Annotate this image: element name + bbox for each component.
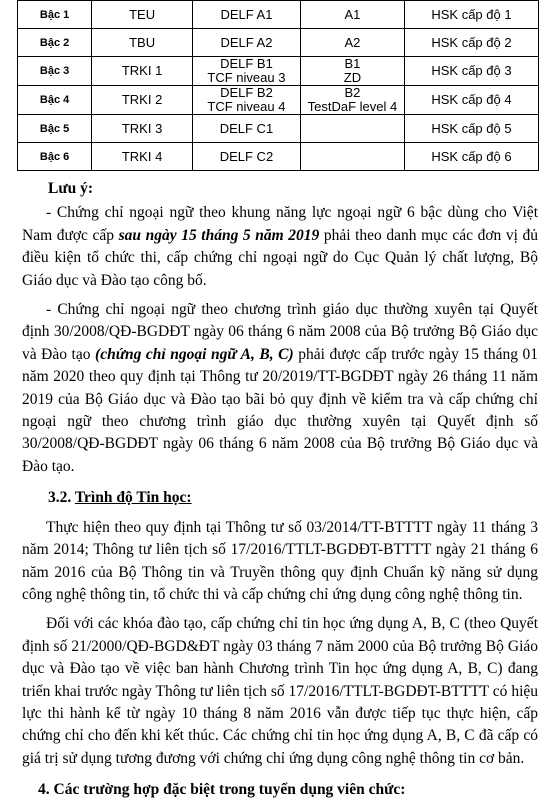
certificate-cell: DELF C1: [192, 115, 300, 143]
paragraph-foreign-language-framework: - Chứng chỉ ngoại ngữ theo khung năng lực ngoại ngữ 6 bậc dùng cho Việt Nam được cấp sau ngày 15 tháng 5 năm 2019 phải theo danh mục các đơn vị đủ điều kiện tổ chức thi, cấp chứng chỉ ngoại ngữ do Cục Quản lý chất lượng, Bộ Giáo dục và Đào tạo công bố.: [22, 204, 538, 289]
paragraph-it-abc-certificates: Đối với các khóa đào tạo, cấp chứng chỉ tin học ứng dụng A, B, C (theo Quyết định số 21/2000/QĐ-BGD&ĐT ngày 03 tháng 7 năm 2000 của Bộ trưởng Bộ Giáo dục và Đào tạo về việc ban hành Chương trình Tin học ứng dụng A, B, C) đang triển khai trước ngày Thông tư liên tịch số 17/2016/TTLT-BGDĐT-BTTTT có hiệu lực thi hành kể từ ngày 10 tháng 8 năm 2016 vẫn được tiếp tục thực hiện, cấp chứng chỉ cho đến khi kết thúc. Các chứng chỉ tin học ứng dụng A, B, C đã cấp có giá trị sử dụng tương đương với chứng chỉ ứng dụng công nghệ thông tin cơ bản.: [22, 615, 538, 767]
certificate-cell: DELF A2: [192, 29, 300, 57]
certificate-cell: DELF C2: [192, 143, 300, 171]
paragraph-continuing-education-certificate: - Chứng chỉ ngoại ngữ theo chương trình giáo dục thường xuyên tại Quyết định 30/2008/QĐ-BGDĐT ngày 06 tháng 6 năm 2008 của Bộ trưởng Bộ Giáo dục và Đào tạo (chứng chỉ ngoại ngữ A, B, C) phải được cấp trước ngày 15 tháng 01 năm 2020 theo quy định tại Thông tư 20/2019/TT-BGDĐT ngày 26 tháng 11 năm 2019 của Bộ Giáo dục và Đào tạo bãi bỏ quy định về kiểm tra và cấp chứng chỉ ngoại ngữ theo chương trình giáo dục thường xuyên tại Quyết định số 30/2008/QĐ-BGDĐT ngày 06 tháng 6 năm 2008 của Bộ trưởng Bộ Giáo dục và Đào tạo.: [22, 301, 539, 475]
certificate-cell: HSK cấp độ 4: [404, 86, 538, 115]
certificate-cell: TRKI 1: [92, 57, 193, 86]
level-cell: Bậc 5: [18, 115, 92, 143]
section-heading-4: 4. Các trường hợp đặc biệt trong tuyển dụng viên chức:: [38, 781, 406, 799]
level-row: [18, 86, 539, 115]
certificate-cell: TEU: [92, 1, 193, 29]
certificate-cell: HSK cấp độ 6: [404, 143, 538, 171]
level-row: [18, 1, 539, 29]
certificate-cell: DELF B1 TCF niveau 3: [192, 57, 300, 86]
certificate-cell: HSK cấp độ 5: [404, 115, 538, 143]
section-heading-3-2: 3.2. Trình độ Tin học:: [48, 489, 192, 507]
certificate-cell: DELF B2 TCF niveau 4: [192, 86, 300, 115]
emphasis-date: sau ngày 15 tháng 5 năm 2019: [118, 226, 320, 244]
level-row: [18, 143, 539, 171]
level-row: [18, 57, 539, 86]
certificate-cell: HSK cấp độ 3: [404, 57, 538, 86]
level-cell: Bậc 6: [18, 143, 92, 171]
language-level-table: [17, 0, 539, 171]
level-row: [18, 29, 539, 57]
level-row: [18, 115, 539, 143]
certificate-cell: TRKI 2: [92, 86, 193, 115]
level-cell: Bậc 1: [18, 1, 92, 29]
paragraph-it-regulations: Thực hiện theo quy định tại Thông tư số 03/2014/TT-BTTTT ngày 11 tháng 3 năm 2014; Thông tư liên tịch số 17/2016/TTLT-BGDĐT-BTTTT ngày 21 tháng 6 năm 2016 của Bộ Thông tin và Truyền thông quy định Chuẩn kỹ năng sử dụng công nghệ thông tin, tổ chức thi và cấp chứng chỉ ứng dụng công nghệ thông tin.: [22, 518, 538, 603]
level-cell: Bậc 2: [18, 29, 92, 57]
certificate-cell: TBU: [92, 29, 193, 57]
certificate-cell: HSK cấp độ 1: [404, 1, 538, 29]
level-cell: Bậc 3: [18, 57, 92, 86]
level-cell: Bậc 4: [18, 86, 92, 115]
certificate-cell: DELF A1: [192, 1, 300, 29]
emphasis-abc-certificate: (chứng chỉ ngoại ngữ A, B, C): [95, 345, 294, 363]
certificate-cell: [300, 115, 404, 143]
certificate-cell: A2: [300, 29, 404, 57]
certificate-cell: HSK cấp độ 2: [404, 29, 538, 57]
certificate-cell: A1: [300, 1, 404, 29]
certificate-cell: B1 ZD: [300, 57, 404, 86]
note-heading: Lưu ý:: [48, 180, 94, 197]
document-body: [22, 178, 538, 802]
certificate-cell: B2 TestDaF level 4: [300, 86, 404, 115]
certificate-cell: TRKI 4: [92, 143, 193, 171]
certificate-cell: TRKI 3: [92, 115, 193, 143]
certificate-cell: [300, 143, 404, 171]
